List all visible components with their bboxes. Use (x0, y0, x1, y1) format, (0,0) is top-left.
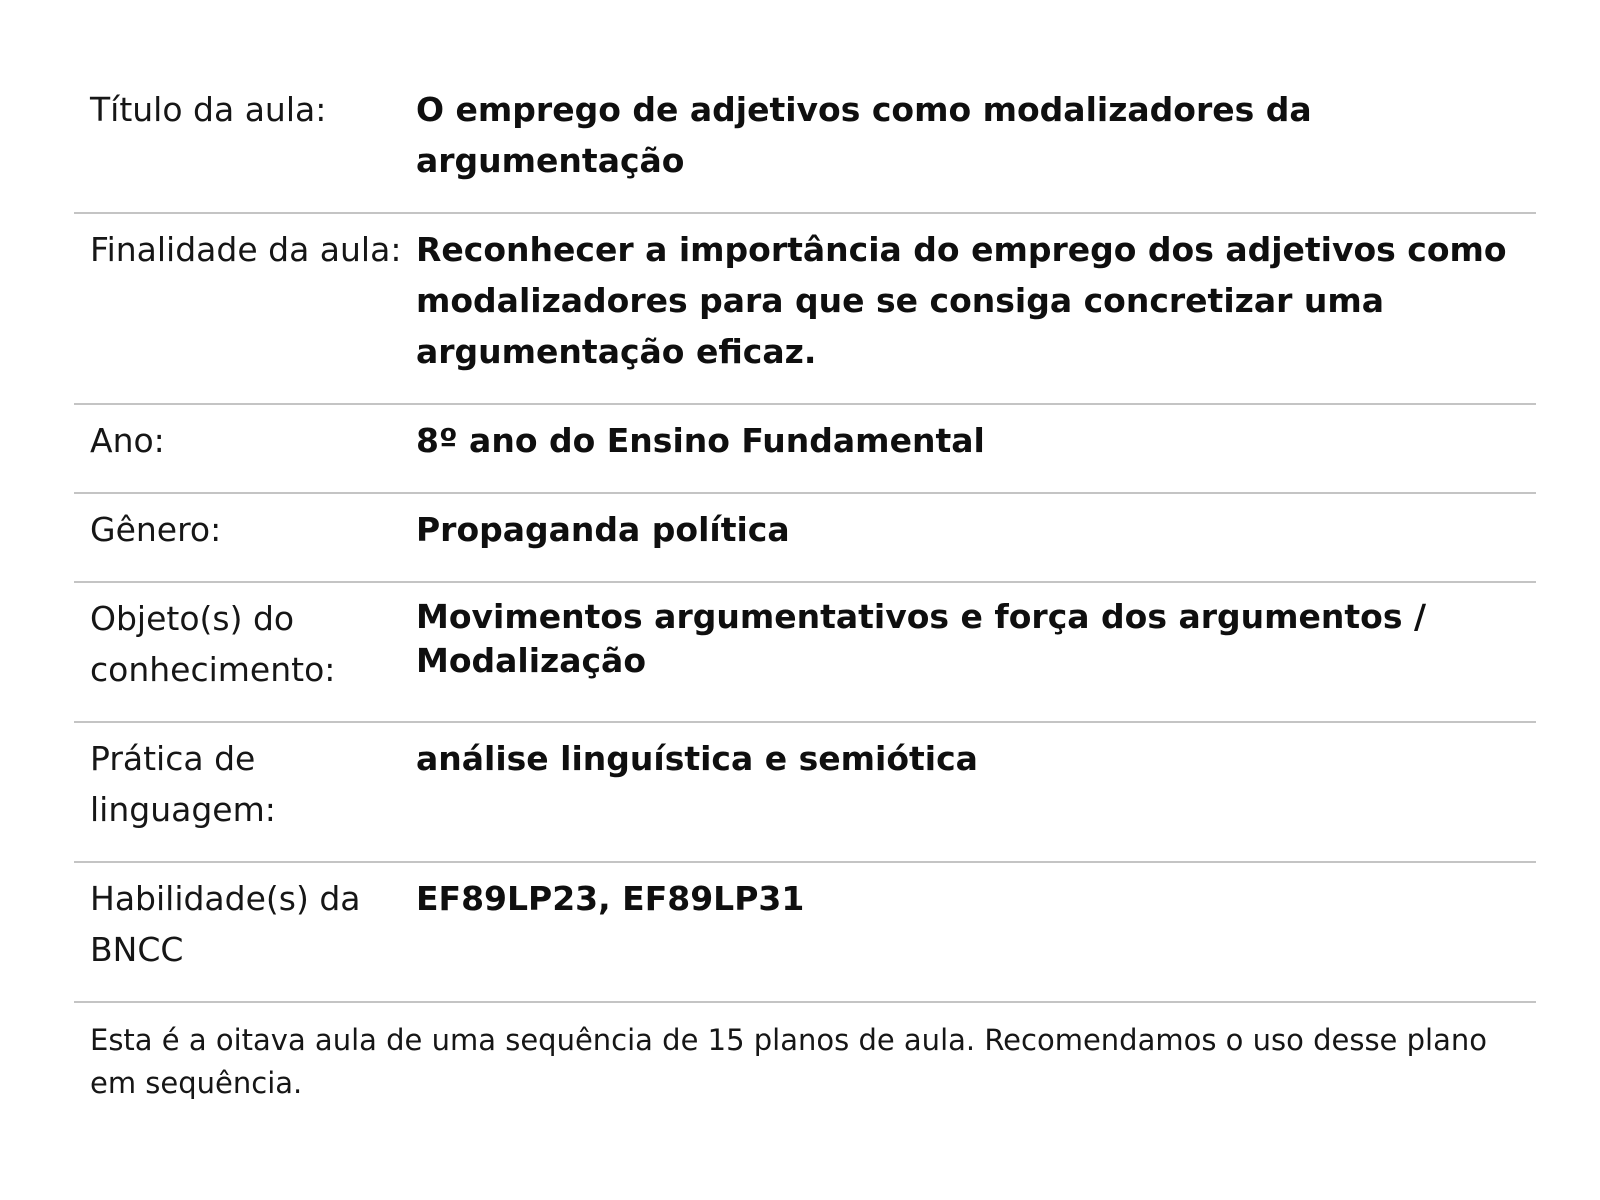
sequence-note: Esta é a oitava aula de uma sequência de 15 planos de aula. Recomendamos o uso desse plano em sequência. (90, 1023, 1487, 1100)
row-label-genero: Gênero: (90, 510, 222, 549)
row-label-ano: Ano: (90, 421, 165, 460)
row-label-titulo: Título da aula: (90, 90, 327, 129)
row-genero (74, 493, 1536, 582)
row-label-habilidade: Habilidade(s) da BNCC (90, 879, 361, 969)
row-label-finalidade: Finalidade da aula: (90, 230, 402, 269)
row-value-genero: Propaganda política (416, 510, 790, 549)
row-value-objeto: Movimentos argumentativos e força dos argumentos / Modalização (416, 597, 1426, 680)
row-value-titulo: O emprego de adjetivos como modalizadores da argumentação (416, 90, 1312, 180)
row-finalidade (74, 213, 1536, 404)
lesson-info-table (74, 74, 1536, 1003)
row-pratica (74, 722, 1536, 862)
row-ano (74, 404, 1536, 493)
row-value-habilidade: EF89LP23, EF89LP31 (416, 879, 805, 918)
row-value-ano: 8º ano do Ensino Fundamental (416, 421, 985, 460)
row-objeto (74, 582, 1536, 722)
row-label-objeto: Objeto(s) do conhecimento: (90, 599, 336, 689)
row-titulo (74, 74, 1536, 213)
lesson-plan-sheet (74, 74, 1536, 1105)
row-value-finalidade: Reconhecer a importância do emprego dos adjetivos como modalizadores para que se consiga concretizar uma argumentação eficaz. (416, 230, 1507, 371)
row-label-pratica: Prática de linguagem: (90, 739, 276, 829)
row-value-pratica: análise linguística e semiótica (416, 739, 978, 778)
row-habilidade (74, 862, 1536, 1002)
